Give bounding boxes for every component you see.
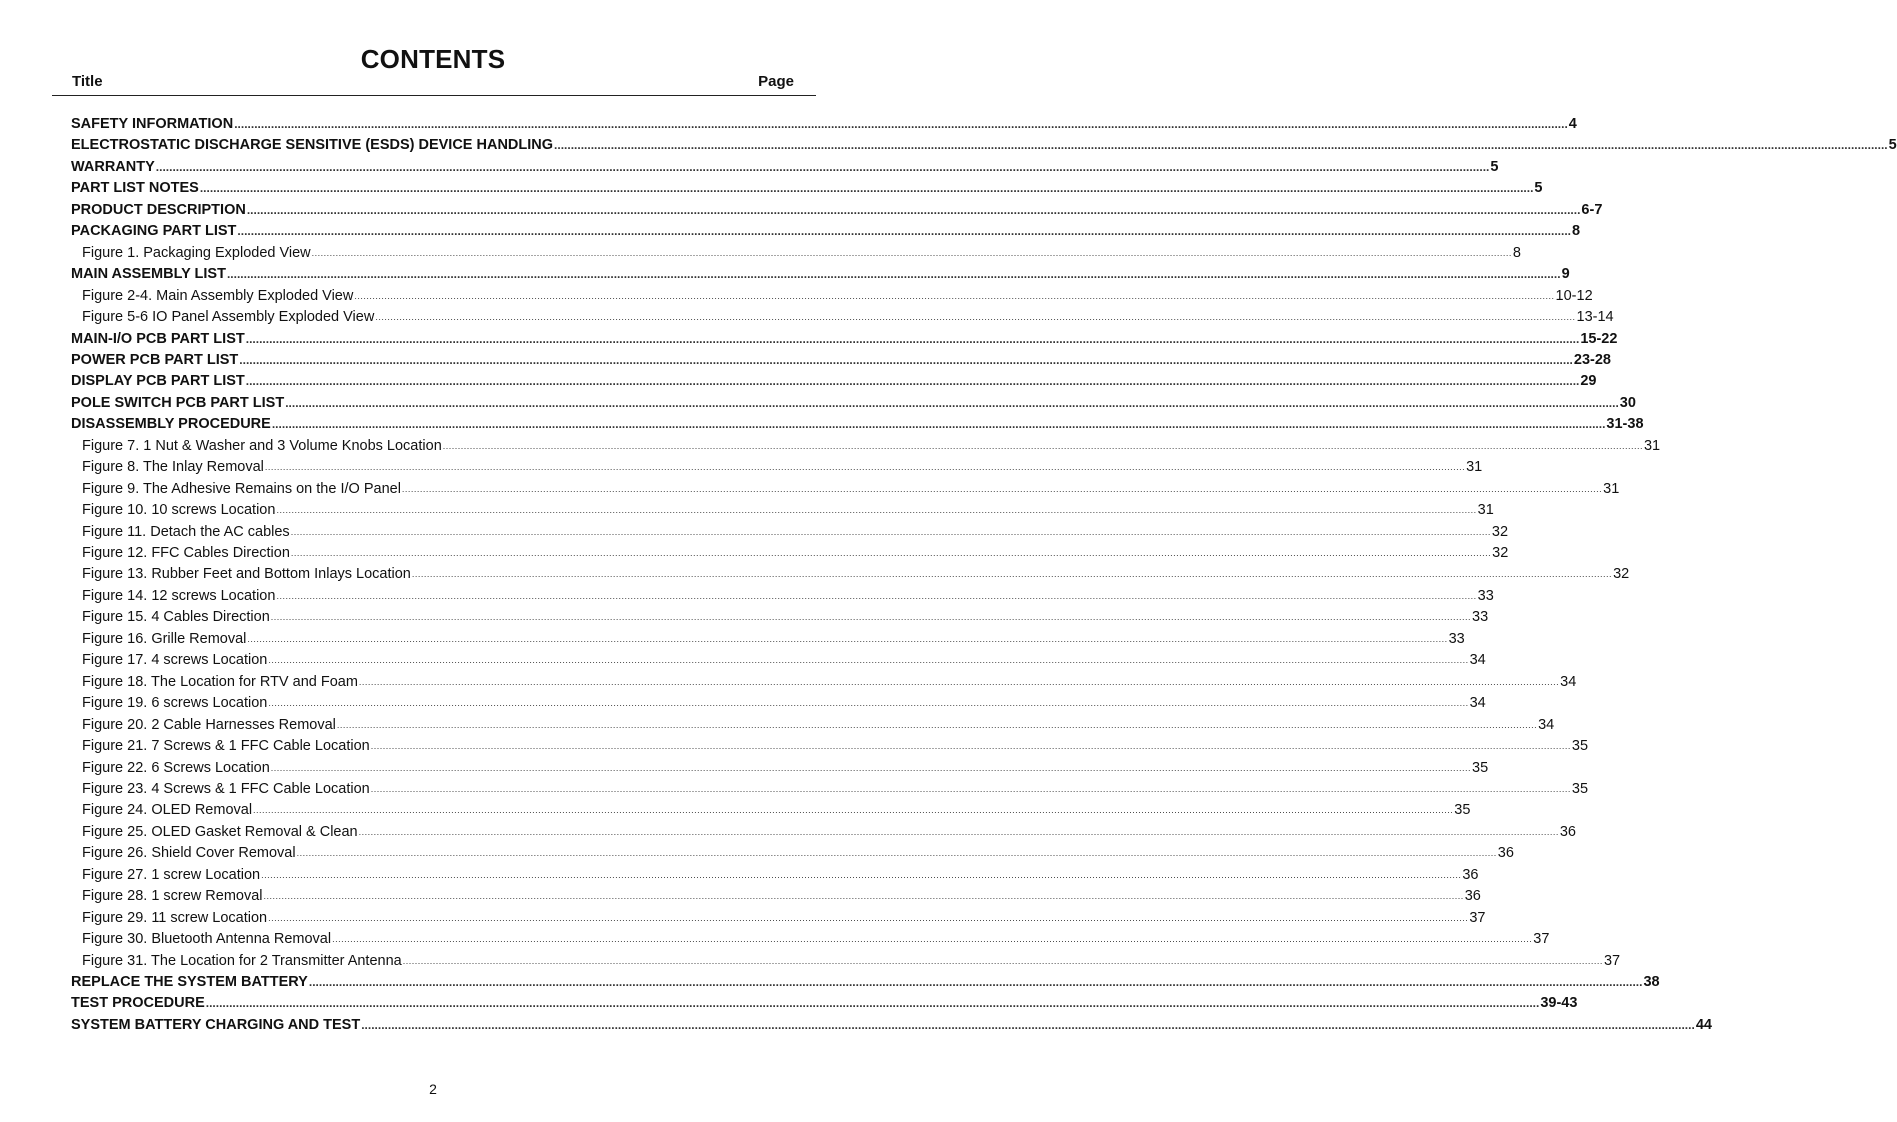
toc-entry-page: 34 <box>1469 652 1486 669</box>
toc-entry[interactable] <box>82 799 1471 820</box>
toc-dot-leader: ................................................................................................................................................................................................................................................................................................................................................................................................................ <box>263 891 1464 902</box>
toc-dot-leader: ................................................................................................................................................................................................................................................................................................................................................................................................................ <box>358 676 1560 687</box>
toc-entry-page: 33 <box>1477 587 1494 604</box>
toc-entry-label: Figure 26. Shield Cover Removal <box>82 845 296 862</box>
toc-entry-page: 32 <box>1491 523 1509 540</box>
toc-entry-label: MAIN-I/O PCB PART LIST <box>71 330 245 347</box>
toc-entry-page: 39-43 <box>1540 995 1578 1012</box>
toc-entry[interactable] <box>71 220 1581 241</box>
toc-entry-page: 35 <box>1571 780 1589 797</box>
toc-dot-leader: ................................................................................................................................................................................................................................................................................................................................................................................................................ <box>270 612 1471 623</box>
toc-entry[interactable] <box>82 821 1576 842</box>
toc-entry-page: 34 <box>1560 673 1577 690</box>
toc-entry-page: 35 <box>1472 759 1489 776</box>
toc-entry[interactable] <box>82 306 1614 327</box>
toc-entry-label: Figure 28. 1 screw Removal <box>82 888 263 905</box>
toc-entry-label: Figure 8. The Inlay Removal <box>82 459 264 476</box>
toc-entry-page: 33 <box>1472 609 1489 626</box>
toc-entry[interactable] <box>82 864 1479 885</box>
toc-dot-leader: ................................................................................................................................................................................................................................................................................................................................................................................................................ <box>332 934 1533 945</box>
toc-dot-leader: ................................................................................................................................................................................................................................................................................................................................................................................................................ <box>268 698 1469 709</box>
toc-entry[interactable] <box>71 971 1660 992</box>
toc-dot-leader: ................................................................................................................................................................................................................................................................................................................................................................................................................ <box>245 374 1580 389</box>
toc-dot-leader: ................................................................................................................................................................................................................................................................................................................................................................................................................ <box>270 762 1471 773</box>
toc-entry-page: 8 <box>1572 223 1581 240</box>
toc-entry-label: Figure 20. 2 Cable Harnesses Removal <box>82 716 336 733</box>
toc-entry[interactable] <box>82 649 1486 670</box>
toc-dot-leader: ................................................................................................................................................................................................................................................................................................................................................................................................................ <box>261 869 1462 880</box>
toc-entry[interactable] <box>71 328 1618 349</box>
toc-entry-label: Figure 1. Packaging Exploded View <box>82 244 311 261</box>
toc-entry-page: 6-7 <box>1581 201 1603 218</box>
toc-entry[interactable] <box>71 134 1897 155</box>
toc-entry-page: 34 <box>1538 716 1555 733</box>
page-number: 2 <box>429 1081 437 1097</box>
toc-dot-leader: ................................................................................................................................................................................................................................................................................................................................................................................................................ <box>336 719 1538 730</box>
toc-entry-page: 5 <box>1534 180 1543 197</box>
toc-entry[interactable] <box>82 950 1621 971</box>
toc-entry-page: 4 <box>1568 116 1577 132</box>
toc-entry[interactable] <box>82 478 1620 499</box>
toc-entry-page: 31 <box>1603 480 1620 497</box>
toc-dot-leader: ................................................................................................................................................................................................................................................................................................................................................................................................................ <box>402 955 1603 966</box>
toc-entry[interactable] <box>82 885 1481 906</box>
toc-dot-leader: ................................................................................................................................................................................................................................................................................................................................................................................................................ <box>245 331 1580 346</box>
toc-entry-label: Figure 25. OLED Gasket Removal & Clean <box>82 823 358 840</box>
toc-entry-label: Figure 22. 6 Screws Location <box>82 759 270 776</box>
toc-dot-leader: ................................................................................................................................................................................................................................................................................................................................................................................................................ <box>354 290 1555 301</box>
toc-dot-leader: ................................................................................................................................................................................................................................................................................................................................................................................................................ <box>276 590 1477 601</box>
toc-dot-leader: ................................................................................................................................................................................................................................................................................................................................................................................................................ <box>205 996 1540 1011</box>
toc-entry-page: 33 <box>1448 630 1465 647</box>
toc-entry[interactable] <box>71 413 1644 434</box>
page-title: CONTENTS <box>360 44 506 74</box>
toc-dot-leader: ................................................................................................................................................................................................................................................................................................................................................................................................................ <box>247 633 1448 644</box>
toc-entry-label: Figure 9. The Adhesive Remains on the I/O Panel <box>82 480 401 497</box>
toc-entry-page: 37 <box>1533 931 1550 948</box>
toc-entry-label: POLE SWITCH PCB PART LIST <box>71 394 285 411</box>
toc-dot-leader: ................................................................................................................................................................................................................................................................................................................................................................................................................ <box>308 975 1643 989</box>
toc-entry-label: REPLACE THE SYSTEM BATTERY <box>71 974 308 990</box>
toc-dot-leader: ................................................................................................................................................................................................................................................................................................................................................................................................................ <box>234 117 1568 131</box>
toc-entry-label: Figure 16. Grille Removal <box>82 630 247 647</box>
toc-entry-label: DISPLAY PCB PART LIST <box>71 373 245 390</box>
toc-entry[interactable] <box>82 671 1577 692</box>
toc-entry[interactable] <box>82 285 1593 306</box>
toc-entry-label: Figure 21. 7 Screws & 1 FFC Cable Location <box>82 738 370 755</box>
toc-entry-label: Figure 31. The Location for 2 Transmitter Antenna <box>82 952 402 969</box>
toc-entry-page: 9 <box>1561 266 1570 283</box>
column-header-page: Page <box>758 73 794 90</box>
toc-entry-page: 37 <box>1603 952 1621 969</box>
toc-dot-leader: ................................................................................................................................................................................................................................................................................................................................................................................................................ <box>370 783 1571 794</box>
toc-entry[interactable] <box>82 842 1514 863</box>
toc-entry[interactable] <box>82 907 1486 928</box>
toc-entry[interactable] <box>82 435 1661 456</box>
toc-entry[interactable] <box>82 521 1509 542</box>
toc-dot-leader: ................................................................................................................................................................................................................................................................................................................................................................................................................ <box>271 417 1606 432</box>
toc-entry-page: 32 <box>1613 566 1630 583</box>
toc-entry[interactable] <box>82 778 1589 799</box>
toc-entry[interactable] <box>71 177 1543 198</box>
toc-entry[interactable] <box>71 992 1578 1013</box>
toc-entry[interactable] <box>82 499 1494 520</box>
toc-dot-leader: ................................................................................................................................................................................................................................................................................................................................................................................................................ <box>268 655 1469 666</box>
toc-dot-leader: ................................................................................................................................................................................................................................................................................................................................................................................................................ <box>268 912 1469 923</box>
toc-entry-label: Figure 18. The Location for RTV and Foam <box>82 673 358 690</box>
toc-entry-page: 13-14 <box>1576 309 1614 326</box>
toc-entry[interactable] <box>71 263 1570 284</box>
toc-entry[interactable] <box>71 156 1499 177</box>
toc-dot-leader: ................................................................................................................................................................................................................................................................................................................................................................................................................ <box>311 247 1512 258</box>
toc-entry-label: POWER PCB PART LIST <box>71 351 239 368</box>
toc-entry-label: PRODUCT DESCRIPTION <box>71 201 246 218</box>
toc-entry-label: Figure 30. Bluetooth Antenna Removal <box>82 931 332 948</box>
toc-entry-page: 36 <box>1464 888 1481 905</box>
toc-entry-page: 36 <box>1559 823 1576 840</box>
toc-entry[interactable] <box>82 735 1589 756</box>
toc-entry-page: 30 <box>1619 394 1636 411</box>
toc-entry-label: Figure 14. 12 screws Location <box>82 587 276 604</box>
toc-entry-page: 23-28 <box>1573 351 1611 368</box>
toc-entry[interactable] <box>82 757 1489 778</box>
toc-dot-leader: ................................................................................................................................................................................................................................................................................................................................................................................................................ <box>155 159 1490 174</box>
toc-entry-label: ELECTROSTATIC DISCHARGE SENSITIVE (ESDS) DEVICE HANDLING <box>71 137 554 154</box>
toc-entry-page: 36 <box>1462 866 1479 883</box>
toc-entry-label: SAFETY INFORMATION <box>71 116 234 132</box>
toc-entry-label: SYSTEM BATTERY CHARGING AND TEST <box>71 1016 361 1033</box>
toc-entry[interactable] <box>82 606 1489 627</box>
toc-dot-leader: ................................................................................................................................................................................................................................................................................................................................................................................................................ <box>370 741 1571 752</box>
column-header-title: Title <box>72 73 103 90</box>
header-divider <box>52 95 816 96</box>
toc-dot-leader: ................................................................................................................................................................................................................................................................................................................................................................................................................ <box>253 805 1454 816</box>
toc-entry-label: Figure 27. 1 screw Location <box>82 866 261 883</box>
toc-entry-page: 8 <box>1512 244 1521 261</box>
toc-entry-page: 35 <box>1454 802 1471 819</box>
toc-entry-label: Figure 24. OLED Removal <box>82 802 253 819</box>
toc-dot-leader: ................................................................................................................................................................................................................................................................................................................................................................................................................ <box>290 526 1491 537</box>
toc-entry[interactable] <box>82 563 1630 584</box>
toc-entry[interactable] <box>82 628 1465 649</box>
toc-entry-page: 38 <box>1643 974 1660 990</box>
toc-entry-label: Figure 11. Detach the AC cables <box>82 523 290 540</box>
toc-dot-leader: ................................................................................................................................................................................................................................................................................................................................................................................................................ <box>358 826 1559 837</box>
toc-entry-page: 10-12 <box>1555 287 1593 304</box>
toc-dot-leader: ................................................................................................................................................................................................................................................................................................................................................................................................................ <box>442 440 1643 451</box>
toc-entry-page: 5 <box>1888 137 1897 154</box>
toc-entry[interactable] <box>82 542 1509 563</box>
toc-entry-page: 31 <box>1643 437 1661 454</box>
toc-entry-label: MAIN ASSEMBLY LIST <box>71 266 226 283</box>
toc-dot-leader: ................................................................................................................................................................................................................................................................................................................................................................................................................ <box>401 483 1603 494</box>
toc-dot-leader: ................................................................................................................................................................................................................................................................................................................................................................................................................ <box>290 548 1492 558</box>
toc-entry-label: Figure 7. 1 Nut & Washer and 3 Volume Knobs Location <box>82 437 442 454</box>
toc-dot-leader: ................................................................................................................................................................................................................................................................................................................................................................................................................ <box>361 1017 1695 1032</box>
toc-entry-page: 37 <box>1469 909 1486 926</box>
toc-entry-label: DISASSEMBLY PROCEDURE <box>71 416 271 433</box>
toc-entry-page: 32 <box>1492 545 1509 561</box>
toc-dot-leader: ................................................................................................................................................................................................................................................................................................................................................................................................................ <box>226 267 1561 282</box>
toc-dot-leader: ................................................................................................................................................................................................................................................................................................................................................................................................................ <box>199 181 1534 196</box>
toc-entry[interactable] <box>82 714 1555 735</box>
toc-entry-label: Figure 12. FFC Cables Direction <box>82 545 290 561</box>
toc-entry-label: Figure 13. Rubber Feet and Bottom Inlays Location <box>82 566 411 583</box>
toc-entry[interactable] <box>71 199 1603 220</box>
toc-entry-label: WARRANTY <box>71 158 155 175</box>
toc-entry-page: 36 <box>1497 845 1514 862</box>
toc-entry-label: Figure 15. 4 Cables Direction <box>82 609 270 626</box>
toc-entry[interactable] <box>71 1014 1712 1035</box>
toc-entry-label: Figure 17. 4 screws Location <box>82 652 268 669</box>
toc-entry-label: Figure 10. 10 screws Location <box>82 502 276 519</box>
toc-entry-page: 35 <box>1571 738 1589 755</box>
toc-entry[interactable] <box>82 928 1550 949</box>
toc-dot-leader: ................................................................................................................................................................................................................................................................................................................................................................................................................ <box>411 569 1613 580</box>
toc-entry-page: 31-38 <box>1606 416 1644 433</box>
toc-dot-leader: ................................................................................................................................................................................................................................................................................................................................................................................................................ <box>264 462 1466 473</box>
toc-entry-page: 31 <box>1477 502 1494 519</box>
toc-dot-leader: ................................................................................................................................................................................................................................................................................................................................................................................................................ <box>237 224 1571 239</box>
toc-entry[interactable] <box>71 113 1577 134</box>
toc-dot-leader: ................................................................................................................................................................................................................................................................................................................................................................................................................ <box>554 138 1888 153</box>
toc-entry-page: 34 <box>1469 695 1486 712</box>
toc-entry-label: PACKAGING PART LIST <box>71 223 237 240</box>
toc-dot-leader: ................................................................................................................................................................................................................................................................................................................................................................................................................ <box>285 395 1619 410</box>
toc-entry[interactable] <box>71 392 1636 413</box>
toc-entry-label: Figure 5-6 IO Panel Assembly Exploded View <box>82 309 375 326</box>
toc-entry[interactable] <box>82 692 1486 713</box>
toc-dot-leader: ................................................................................................................................................................................................................................................................................................................................................................................................................ <box>276 505 1477 516</box>
toc-entry-label: TEST PROCEDURE <box>71 995 205 1012</box>
toc-dot-leader: ................................................................................................................................................................................................................................................................................................................................................................................................................ <box>239 352 1573 367</box>
toc-entry-label: Figure 29. 11 screw Location <box>82 909 268 926</box>
toc-entry-page: 44 <box>1695 1016 1712 1033</box>
toc-entry[interactable] <box>82 456 1483 477</box>
toc-entry-page: 5 <box>1490 158 1499 175</box>
toc-dot-leader: ................................................................................................................................................................................................................................................................................................................................................................................................................ <box>246 202 1581 217</box>
toc-entry-page: 15-22 <box>1580 330 1618 347</box>
toc-entry-page: 31 <box>1466 459 1483 476</box>
toc-entry[interactable] <box>82 242 1521 263</box>
toc-entry-label: Figure 23. 4 Screws & 1 FFC Cable Location <box>82 780 370 797</box>
toc-dot-leader: ................................................................................................................................................................................................................................................................................................................................................................................................................ <box>296 848 1497 859</box>
toc-entry-label: Figure 2-4. Main Assembly Exploded View <box>82 287 354 304</box>
toc-entry-label: PART LIST NOTES <box>71 180 199 197</box>
toc-dot-leader: ................................................................................................................................................................................................................................................................................................................................................................................................................ <box>375 312 1576 323</box>
toc-entry[interactable] <box>71 370 1597 391</box>
toc-entry-page: 29 <box>1580 373 1597 390</box>
toc-entry[interactable] <box>82 585 1494 606</box>
toc-entry-label: Figure 19. 6 screws Location <box>82 695 268 712</box>
toc-entry[interactable] <box>71 349 1611 370</box>
